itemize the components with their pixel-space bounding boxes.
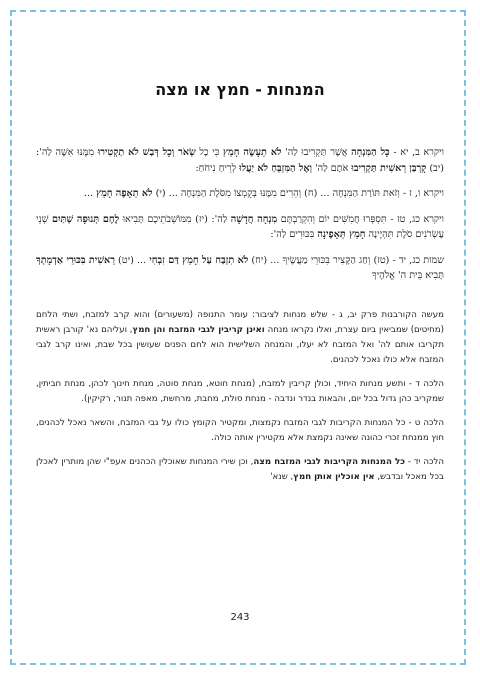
verse-paragraph (36, 186, 444, 202)
text-run: , שנא' (270, 471, 294, 482)
emphasized-text: שְׂאֹר וְכָל דְּבַשׁ לֹא תַקְטִירוּ (97, 147, 196, 158)
emphasized-text: מִנְחָה חֲדָשָׁה (230, 213, 278, 225)
verse-section (36, 145, 444, 284)
emphasized-text: חָמֵץ תֵּאָפֶינָה (317, 229, 366, 240)
emphasized-text: לֹא תֵעָשֶׂה חָמֵץ (223, 147, 282, 158)
emphasized-text: כל המנחות הקריבות לגבי המזבח מצה (253, 456, 406, 467)
halacha-paragraph (36, 377, 444, 407)
text-run: תָּבִיא בֵּית ה' אֱלֹהֶיךָ (371, 270, 444, 281)
text-run: שמות כג, יד - (טז) וְחַג הַקָּצִיר בִּכּוּרֵי מַעֲשֶׂיךָ ... (יח) (248, 254, 445, 266)
text-run: שְׁנֵי עֶשְׂרֹנִים סֹלֶת תִּהְיֶינָה (36, 213, 444, 240)
text-run: הלכה יד - (405, 456, 444, 467)
text-run: כִּי כָל (195, 147, 224, 158)
emphasized-text: לֶחֶם תְּנוּפָה שְׁתַּיִם (51, 213, 120, 225)
halacha-paragraph (36, 416, 444, 446)
text-run: , ועליהם נא' קורבן ראשית תקריבו אותם לה' ואל המזבח לא יעלו, והמנחה השלישית הוא לחם הפנים שעושין בכל שבת, ואינו קרב לגבי המזבח אלא כולו נאכל לכהנים. (36, 324, 444, 365)
verse-paragraph (36, 212, 444, 243)
text-run: לַה': (יז) מִמּוֹשְׁבֹתֵיכֶם תָּבִיאוּ (119, 213, 231, 225)
emphasized-text: כָּל הַמִּנְחָה (351, 147, 390, 158)
emphasized-text: ואינן קריבין לגבי המזבח והן חמץ (132, 324, 265, 335)
emphasized-text: לֹא תִזְבַּח עַל חָמֵץ דַּם זִבְחִי (149, 254, 249, 266)
text-run: אֹתָם לַה' (312, 162, 352, 174)
verse-paragraph (36, 253, 444, 284)
page-number: 243 (230, 612, 250, 623)
text-run: ויקרא ו, ז - וְזֹאת תּוֹרַת הַמִּנְחָה ... (ח) וְהֵרִים מִמֶּנּוּ בְּקֻמְצוֹ מִסֹּלֶת הַמִּנְחָה ... (י) (152, 188, 444, 199)
text-run: ויקרא ב, יא - (389, 147, 444, 158)
emphasized-text: קָרְבַּן רֵאשִׁית תַּקְרִיבוּ (351, 162, 427, 174)
text-run: אֲשֶׁר תַּקְרִיבוּ לַה' (281, 147, 352, 158)
text-run: ... (83, 188, 97, 199)
emphasized-text: לֹא תֵאָפֶה חָמֵץ (96, 188, 153, 199)
text-run: , וכן שירי המנחות שאוכלין הכהנים אעפ"י שהן מותרין לאכלן בכל מאכל ובדבש, (36, 456, 444, 482)
emphasized-text: רֵאשִׁית בִּכּוּרֵי אַדְמָתְךָ (36, 254, 115, 266)
text-run: הלכה ד - ותשע מנחות היחיד, וכולן קריבין למזבח, (מנחת חוטא, מנחת סוטה, מנחת חינוך לכהן, מנחת חביתין, שמקריב כהן גדול בכל יום, והבאות בנדר ונדבה - מנחת סולת, מחבת, מרחשת, מאפה תנור, רקיקין). (36, 378, 444, 404)
halacha-section (36, 308, 444, 485)
emphasized-text: וְאֶל הַמִּזְבֵּחַ לֹא יַעֲלוּ (239, 162, 312, 174)
verse-paragraph (36, 145, 444, 176)
halacha-paragraph (36, 455, 444, 485)
halacha-paragraph (36, 308, 444, 368)
text-run: הלכה ט - כל המנחות הקריבות לגבי המזבח נקמצות, ומקטיר הקומץ כולו על גבי המזבח, והשאר נאכל לכהנים, חוץ ממנחת זכרי כהונה שאינה נקמצת אלא מקטירין אותה כולה. (36, 417, 444, 443)
emphasized-text: אין אוכלין אותן חמץ (293, 471, 375, 482)
page-title: המנחות - חמץ או מצה (155, 80, 325, 99)
text-run: ... (יט) (114, 254, 150, 266)
text-run: ויקרא כג, טז - תִּסְפְּרוּ חֲמִשִּׁים יוֹם וְהִקְרַבְתֶּם (277, 213, 445, 225)
text-run: מעשה הקורבנות פרק יב, ג - שלש מנחות לציבור: עומר התנופה (משעורים) והוא קרב למזבח, ושתי הלחם (מחיטים) שמביאין ביום עצרת, ואלו נקראו מנחה (36, 309, 444, 335)
text-run: לְרֵיחַ נִיחֹחַ: (195, 162, 240, 174)
page-content (36, 80, 444, 494)
text-run: בִּכּוּרִים לַה': (270, 229, 318, 240)
text-run: מִמֶּנּוּ אִשֶּׁה לַה': (יב) (36, 147, 444, 174)
